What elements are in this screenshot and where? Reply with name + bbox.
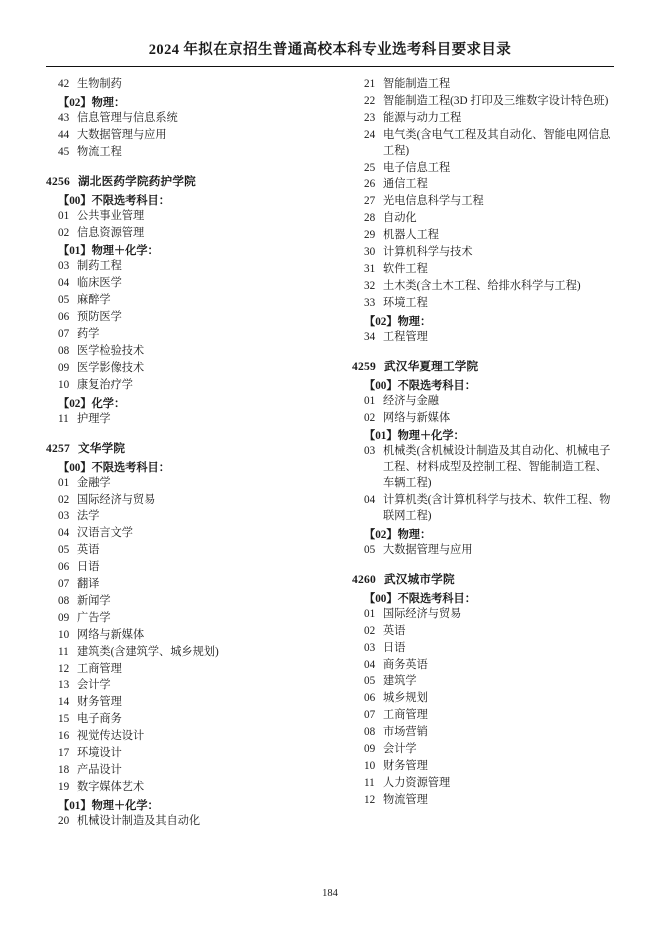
major-name: 翻译 [77,578,100,591]
major-number: 03 [58,510,70,523]
major-name: 财务管理 [383,760,428,772]
major-entry [364,111,614,127]
major-number: 32 [364,279,376,292]
major-number: 34 [364,330,376,343]
major-name: 临床医学 [77,277,122,290]
major-name: 经济与金融 [383,394,439,407]
major-entry [364,674,614,690]
major-entry [58,594,318,610]
major-number: 11 [58,645,69,658]
major-number: 04 [58,527,70,540]
major-entry [58,259,318,275]
major-entry [364,658,614,674]
major-name: 生物制药 [77,78,122,90]
major-number: 06 [364,692,376,705]
major-number: 09 [58,611,70,624]
major-name: 电子信息工程 [383,161,451,174]
major-entry [364,641,614,657]
subject-requirement-group-label: 【02】物理： [58,96,126,109]
major-name: 英语 [77,544,100,557]
major-name: 计算机科学与技术 [383,246,473,259]
subject-requirement-group-label: 【00】不限选考科目： [58,194,170,207]
major-entry [364,493,614,525]
major-name: 机械设计制造及其自动化 [77,814,201,827]
major-entry [58,543,318,559]
major-number: 18 [58,764,70,776]
major-name: 法学 [77,510,100,523]
school-heading [46,440,318,456]
school-code: 4256 [46,174,70,188]
major-entry [364,161,614,177]
major-name: 金融学 [77,476,111,489]
major-number: 02 [364,411,376,424]
school-name: 湖北医药学院药护学院 [78,174,196,188]
subject-requirement-group-label: 【02】物理： [364,315,432,328]
major-entry [58,780,318,796]
major-name: 环境设计 [77,747,122,760]
major-number: 02 [58,493,70,506]
major-name: 财务管理 [77,696,122,709]
subject-requirement-group-label: 【01】物理＋化学： [58,799,159,812]
major-name: 视觉传达设计 [77,730,145,743]
major-number: 22 [364,94,376,107]
major-entry [364,607,614,623]
major-number: 07 [58,578,70,591]
major-entry [364,94,614,110]
major-number: 09 [58,361,70,374]
school-code: 4260 [352,572,376,586]
major-number: 28 [364,212,376,225]
major-number: 01 [364,607,376,620]
major-number: 04 [364,658,376,671]
major-entry [364,624,614,640]
major-name: 制药工程 [77,260,122,273]
major-entry [364,776,614,792]
school-code: 4259 [352,359,376,373]
left-column [46,77,330,867]
major-name: 预防医学 [77,311,122,324]
school-name: 武汉华夏理工学院 [384,359,479,373]
major-name: 网络与新媒体 [77,628,145,641]
major-name: 汉语言文学 [77,527,133,540]
major-number: 03 [364,445,376,458]
major-entry [58,611,318,627]
school-name: 文华学院 [78,441,126,455]
subject-requirement-group-label: 【00】不限选考科目： [364,592,476,605]
major-name: 信息资源管理 [77,226,145,239]
major-number: 12 [58,662,70,675]
major-name: 工商管理 [77,662,122,675]
major-number: 02 [364,624,376,637]
major-number: 04 [58,277,70,290]
subject-requirement-group-label: 【02】物理： [364,528,432,541]
major-number: 26 [364,178,376,191]
school-code: 4257 [46,441,70,455]
major-name: 自动化 [383,212,417,225]
major-entry [364,194,614,210]
major-name: 公共事业管理 [77,209,145,222]
major-name: 会计学 [77,679,111,692]
major-number: 44 [58,128,70,141]
major-name: 医学检验技术 [77,344,145,357]
major-number: 10 [58,378,70,391]
major-name: 建筑类(含建筑学、城乡规划) [77,645,219,658]
major-entry [364,444,614,492]
major-number: 08 [58,344,70,357]
major-name: 数字媒体艺术 [77,780,145,793]
major-number: 05 [364,675,376,688]
major-number: 08 [364,726,376,739]
major-entry [58,712,318,728]
major-name: 康复治疗学 [77,378,133,391]
major-number: 43 [58,111,70,124]
major-number: 10 [58,628,70,641]
major-number: 33 [364,296,376,309]
major-number: 19 [58,780,70,793]
major-name: 物流管理 [383,793,428,806]
major-number: 24 [364,128,376,141]
major-entry [58,293,318,309]
major-name: 信息管理与信息系统 [77,111,178,124]
major-entry [58,695,318,711]
major-number: 31 [364,262,376,275]
major-entry [364,330,614,346]
major-number: 05 [58,544,70,557]
major-number: 20 [58,814,70,827]
major-number: 01 [364,394,376,407]
major-entry [58,526,318,542]
major-entry [58,814,318,830]
major-entry [58,226,318,242]
major-number: 09 [364,743,376,756]
subject-requirement-group-label: 【00】不限选考科目： [364,379,476,392]
major-entry [364,742,614,758]
major-entry [364,245,614,261]
major-entry [364,394,614,410]
major-name: 人力资源管理 [383,776,451,789]
major-entry [364,725,614,741]
major-name: 智能制造工程(3D 打印及三维数字设计特色班) [383,94,609,107]
major-entry [58,361,318,377]
major-number: 14 [58,696,70,709]
school-heading [46,173,318,189]
major-name: 会计学 [383,743,417,756]
major-entry [58,344,318,360]
major-entry [58,678,318,694]
major-entry [58,746,318,762]
major-entry [58,276,318,292]
major-number: 10 [364,760,376,772]
major-name: 物流工程 [77,145,122,158]
major-name: 市场营销 [383,726,428,739]
major-number: 04 [364,494,376,507]
major-name: 土木类(含土木工程、给排水科学与工程) [383,279,581,292]
major-number: 23 [364,111,376,124]
major-name: 国际经济与贸易 [77,493,156,506]
major-entry [58,412,318,428]
major-number: 12 [364,793,376,806]
major-name: 城乡规划 [383,692,428,705]
major-name: 大数据管理与应用 [383,543,473,556]
major-entry [364,411,614,427]
major-number: 06 [58,311,70,324]
major-number: 03 [364,641,376,654]
major-number: 27 [364,195,376,208]
major-entry [364,279,614,295]
major-name: 国际经济与贸易 [383,607,462,620]
major-name: 麻醉学 [77,294,111,307]
major-entry [364,211,614,227]
major-entry [364,228,614,244]
major-entry [58,560,318,576]
major-number: 15 [58,713,70,726]
major-number: 11 [58,412,69,425]
major-number: 02 [58,226,70,239]
subject-requirement-group-label: 【02】化学： [58,397,126,410]
major-name: 电气类(含电气工程及其自动化、智能电网信息工程) [383,128,611,157]
major-name: 广告学 [77,611,111,624]
major-name: 智能制造工程 [383,78,451,90]
major-name: 药学 [77,328,100,341]
school-heading [352,358,614,374]
major-number: 05 [58,294,70,307]
major-number: 13 [58,679,70,692]
major-entry [364,77,614,93]
major-entry [364,708,614,724]
major-entry [58,77,318,93]
major-entry [58,310,318,326]
major-number: 05 [364,543,376,556]
major-name: 通信工程 [383,178,428,191]
major-number: 17 [58,747,70,760]
major-entry [58,145,318,161]
major-entry [364,262,614,278]
major-number: 11 [364,776,375,789]
major-number: 06 [58,561,70,574]
major-entry [58,662,318,678]
major-name: 产品设计 [77,764,122,776]
major-number: 16 [58,730,70,743]
major-name: 机械类(含机械设计制造及其自动化、机械电子工程、材料成型及控制工程、智能制造工程、车辆工程) [383,445,611,490]
major-number: 01 [58,209,70,222]
major-entry [58,476,318,492]
right-column [330,77,614,867]
two-column-body [46,77,614,867]
major-number: 01 [58,476,70,489]
major-name: 机器人工程 [383,229,439,242]
major-entry [58,763,318,779]
major-entry [58,729,318,745]
major-entry [58,628,318,644]
major-entry [364,759,614,775]
major-name: 工商管理 [383,709,428,722]
major-name: 护理学 [77,412,111,425]
major-number: 21 [364,78,376,90]
major-number: 45 [58,145,70,158]
major-entry [58,493,318,509]
major-name: 软件工程 [383,262,428,275]
major-name: 日语 [77,561,100,574]
major-number: 25 [364,161,376,174]
major-name: 大数据管理与应用 [77,128,167,141]
major-name: 光电信息科学与工程 [383,195,484,208]
major-entry [58,577,318,593]
major-entry [58,209,318,225]
major-number: 29 [364,229,376,242]
subject-requirement-group-label: 【01】物理＋化学： [58,245,159,258]
major-name: 日语 [383,641,406,654]
school-name: 武汉城市学院 [384,572,455,586]
major-name: 新闻学 [77,594,111,607]
major-name: 网络与新媒体 [383,411,451,424]
major-name: 建筑学 [383,675,417,688]
major-entry [58,128,318,144]
major-name: 计算机类(含计算机科学与技术、软件工程、物联网工程) [383,494,611,523]
major-number: 08 [58,594,70,607]
page-title: 2024 年拟在京招生普通高校本科专业选考科目要求目录 [46,38,614,67]
major-entry [364,177,614,193]
school-heading [352,571,614,587]
subject-requirement-group-label: 【00】不限选考科目： [58,461,170,474]
major-entry [58,509,318,525]
major-name: 商务英语 [383,658,428,671]
major-number: 03 [58,260,70,273]
major-entry [58,327,318,343]
major-name: 英语 [383,624,406,637]
major-entry [58,111,318,127]
major-name: 工程管理 [383,330,428,343]
major-name: 医学影像技术 [77,361,145,374]
major-entry [364,543,614,559]
major-number: 42 [58,78,70,90]
subject-requirement-group-label: 【01】物理＋化学： [364,430,465,443]
major-entry [364,793,614,809]
major-entry [364,128,614,160]
major-number: 07 [58,328,70,341]
major-name: 电子商务 [77,713,122,726]
major-number: 30 [364,246,376,259]
major-entry [58,645,318,661]
major-name: 环境工程 [383,296,428,309]
major-entry [364,296,614,312]
page-number: 184 [322,888,338,899]
major-entry [58,378,318,394]
major-name: 能源与动力工程 [383,111,462,124]
major-number: 07 [364,709,376,722]
major-entry [364,691,614,707]
